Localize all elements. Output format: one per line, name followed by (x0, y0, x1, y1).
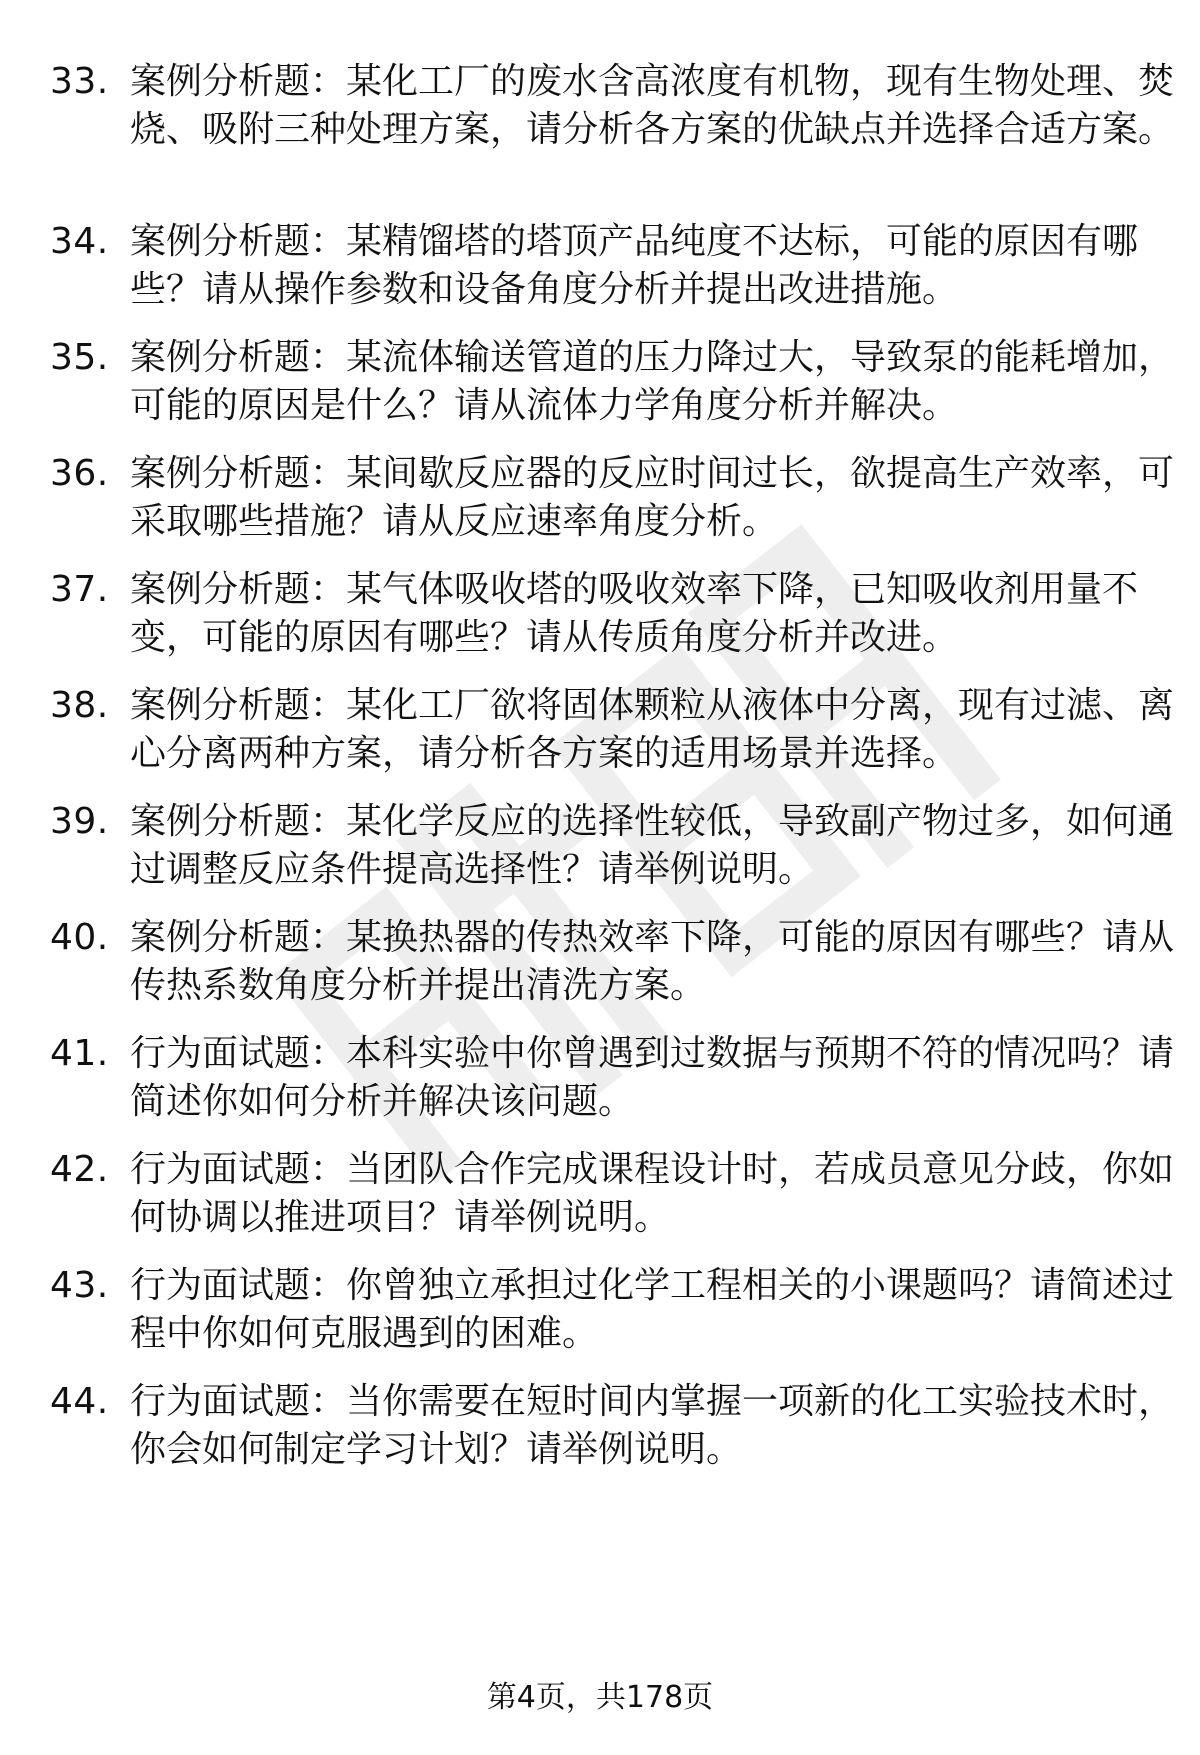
question-text: 案例分析题：某流体输送管道的压力降过大，导致泵的能耗增加，可能的原因是什么？请从流体力学角度分析并解决。 (130, 337, 1175, 426)
list-item (50, 334, 1175, 430)
question-number: 42. (50, 1149, 109, 1190)
question-number: 41. (50, 1033, 109, 1074)
question-text: 行为面试题：当团队合作完成课程设计时，若成员意见分歧，你如何协调以推进项目？请举例说明。 (130, 1149, 1175, 1238)
question-number: 35. (50, 337, 109, 378)
question-text: 案例分析题：某换热器的传热效率下降，可能的原因有哪些？请从传热系数角度分析并提出清洗方案。 (130, 917, 1175, 1006)
question-text: 案例分析题：某化工厂的废水含高浓度有机物，现有生物处理、焚烧、吸附三种处理方案，请分析各方案的优缺点并选择合适方案。 (130, 61, 1175, 150)
question-number: 34. (50, 221, 109, 262)
list-item (50, 58, 1175, 154)
question-text: 案例分析题：某气体吸收塔的吸收效率下降，已知吸收剂用量不变，可能的原因有哪些？请从传质角度分析并改进。 (130, 569, 1139, 658)
list-item (50, 566, 1150, 662)
question-number: 38. (50, 685, 109, 726)
question-number: 39. (50, 801, 109, 842)
question-number: 33. (50, 61, 109, 102)
list-item (50, 1146, 1175, 1242)
question-text: 案例分析题：某化工厂欲将固体颗粒从液体中分离，现有过滤、离心分离两种方案，请分析各方案的适用场景并选择。 (130, 685, 1175, 774)
list-item (50, 682, 1175, 778)
question-text: 行为面试题：你曾独立承担过化学工程相关的小课题吗？请简述过程中你如何克服遇到的困难。 (130, 1265, 1175, 1354)
page-footer: 第4页，共178页 (486, 1680, 714, 1715)
question-text: 案例分析题：某间歇反应器的反应时间过长，欲提高生产效率，可采取哪些措施？请从反应速率角度分析。 (130, 453, 1175, 542)
list-item (50, 1378, 1175, 1474)
question-number: 40. (50, 917, 109, 958)
list-item (50, 1262, 1175, 1358)
question-text: 案例分析题：某化学反应的选择性较低，导致副产物过多，如何通过调整反应条件提高选择性？请举例说明。 (130, 801, 1175, 890)
list-item (50, 798, 1175, 894)
list-item (50, 450, 1175, 546)
question-number: 43. (50, 1265, 109, 1306)
question-number: 37. (50, 569, 109, 610)
list-item (50, 1030, 1175, 1126)
question-text: 行为面试题：本科实验中你曾遇到过数据与预期不符的情况吗？请简述你如何分析并解决该问题。 (130, 1033, 1175, 1122)
list-item (50, 218, 1150, 314)
question-text: 案例分析题：某精馏塔的塔顶产品纯度不达标，可能的原因有哪些？请从操作参数和设备角度分析并提出改进措施。 (130, 221, 1139, 310)
question-number: 44. (50, 1381, 109, 1422)
question-number: 36. (50, 453, 109, 494)
list-item (50, 914, 1175, 1010)
question-text: 行为面试题：当你需要在短时间内掌握一项新的化工实验技术时，你会如何制定学习计划？请举例说明。 (130, 1381, 1175, 1470)
